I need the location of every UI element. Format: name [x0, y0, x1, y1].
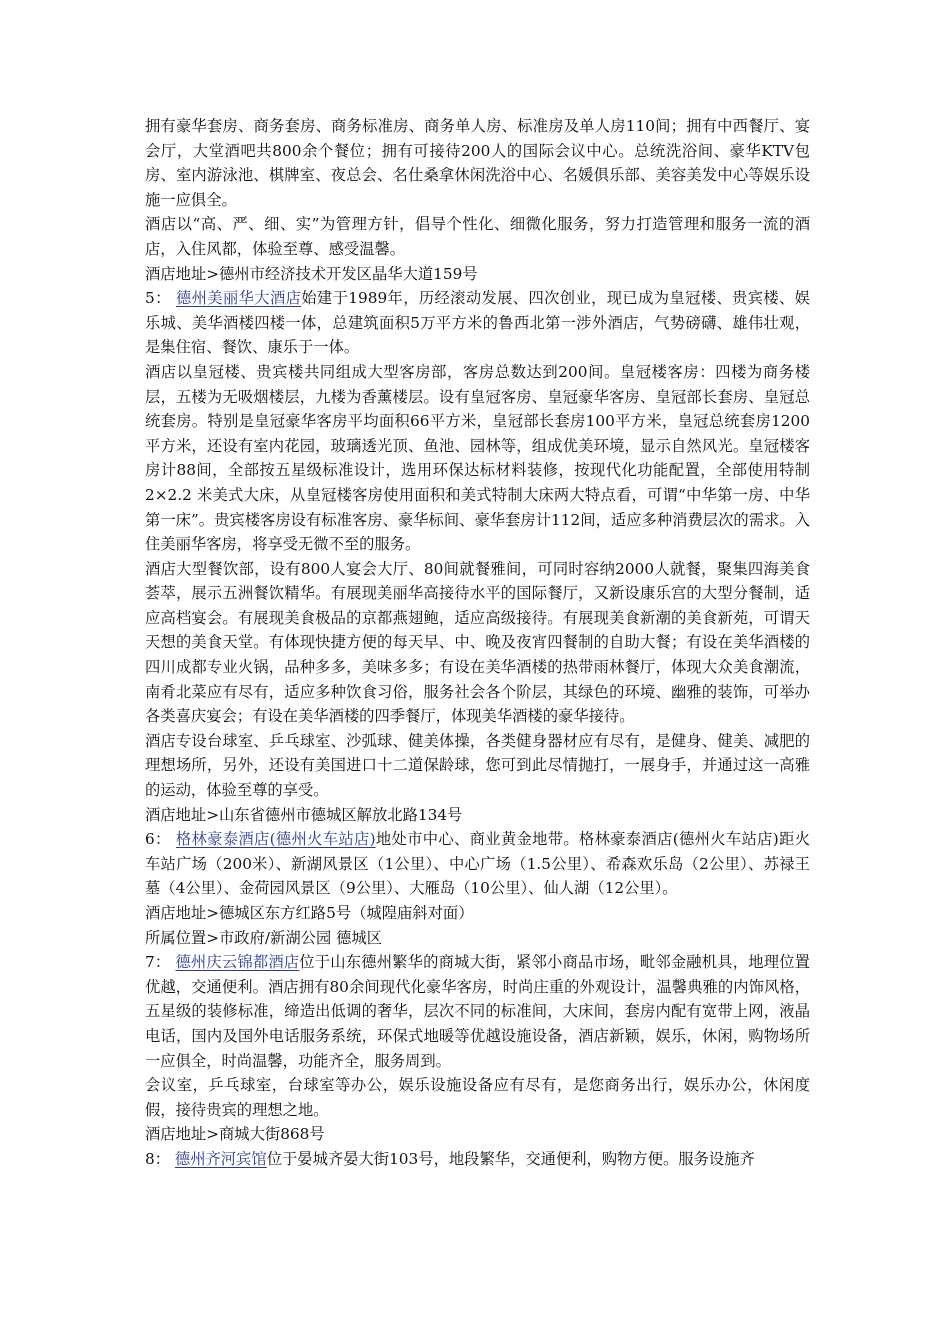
paragraph-hotel4-policy: 酒店以“高、严、细、实”为管理方针，倡导个性化、细微化服务，努力打造管理和服务一流的酒店，入住风都，体验至尊、感受温馨。: [145, 215, 810, 258]
paragraph-text: 始建于1989年，历经滚动发展、四次创业，现已成为皇冠楼、贵宾楼、娱乐城、美华酒楼四楼一体，总建筑面积5万平方米的鲁西北第一涉外酒店，气势磅礴、雄伟壮观，是集住宿、餐饮、康乐于一体。: [145, 289, 810, 357]
hotel-link-jindu[interactable]: 德州庆云锦都酒店: [175, 953, 300, 972]
document-page: [145, 114, 810, 1172]
item-number: 7：: [145, 953, 176, 972]
paragraph-hotel6-intro: [145, 827, 810, 901]
paragraph-hotel8-intro: [145, 1147, 810, 1172]
paragraph-hotel4-address: 酒店地址>德州市经济技术开发区晶华大道159号: [145, 264, 478, 283]
paragraph-hotel5-address: 酒店地址>山东省德州市德城区解放北路134号: [145, 805, 463, 824]
paragraph-hotel5-rooms: 酒店以皇冠楼、贵宾楼共同组成大型客房部，客房总数达到200间。皇冠楼客房：四楼为商务楼层，五楼为无吸烟楼层，九楼为香薰楼层。设有皇冠客房、皇冠豪华客房、皇冠部长套房、皇冠总统套房。特别是皇冠豪华客房平均面积66平方米，皇冠部长套房100平方米，皇冠总统套房1200平方米，还设有室内花园，玻璃透光顶、鱼池、园林等，组成优美环境，显示自然风光。皇冠楼客房计88间，全部按五星级标准设计，选用环保达标材料装修，按现代化功能配置，全部使用特制 2×2.2 米美式大床，从皇冠楼客房使用面积和美式特制大床两大特点看，可谓“中华第一房、中华第一床”。贵宾楼客房设有标准客房、豪华标间、豪华套房计112间，适应多种消费层次的需求。入住美丽华客房，将享受无微不至的服务。: [145, 362, 810, 554]
paragraph-hotel7-facilities: 会议室，乒乓球室，台球室等办公，娱乐设施设备应有尽有，是您商务出行，娱乐办公，休闲度假，接待贵宾的理想之地。: [145, 1076, 810, 1119]
hotel-link-greentree[interactable]: 格林豪泰酒店(德州火车站店): [175, 830, 376, 849]
paragraph-hotel7-intro: [145, 950, 810, 1073]
paragraph-hotel4-rooms: 拥有豪华套房、商务套房、商务标准房、商务单人房、标准房及单人房110间；拥有中西餐厅、宴会厅，大堂酒吧共800余个餐位；拥有可接待200人的国际会议中心。总统洗浴间、豪华KTV包房、室内游泳池、棋牌室、夜总会、名仕桑拿休闲洗浴中心、名媛俱乐部、美容美发中心等娱乐设施一应俱全。: [145, 117, 810, 209]
paragraph-hotel5-leisure: 酒店专设台球室、乒乓球室、沙弧球、健美体操，各类健身器材应有尽有，是健身、健美、减肥的理想场所，另外，还设有美国进口十二道保龄球，您可到此尽情抛打，一展身手，并通过这一高雅的运动，体验至尊的享受。: [145, 731, 810, 800]
paragraph-hotel6-location: 所属位置>市政府/新湖公园 德城区: [145, 928, 382, 947]
hotel-link-qihe[interactable]: 德州齐河宾馆: [174, 1149, 267, 1168]
paragraph-text: 位于晏城齐晏大街103号，地段繁华，交通便利，购物方便。服务设施齐: [266, 1149, 755, 1168]
paragraph-hotel5-dining: 酒店大型餐饮部，设有800人宴会大厅、80间就餐雅间，可同时容纳2000人就餐，聚集四海美食荟萃，展示五洲餐饮精华。有展现美丽华高接待水平的国际餐厅，又新设康乐宫的大型分餐制，适应高档宴会。有展现美食极品的京都燕翅鲍，适应高级接待。有展现美食新潮的美食新苑，可谓天天想的美食天堂。有体现快捷方便的每天早、中、晚及夜宵四餐制的自助大餐；有设在美华酒楼的四川成都专业火锅，品种多多，美味多多；有设在美华酒楼的热带雨林餐厅，体现大众美食潮流，南肴北菜应有尽有，适应多种饮食习俗，服务社会各个阶层，其绿色的环境、幽雅的装饰，可举办各类喜庆宴会；有设在美华酒楼的四季餐厅，体现美华酒楼的豪华接待。: [145, 559, 810, 726]
paragraph-text: 位于山东德州繁华的商城大街，紧邻小商品市场，毗邻金融机具，地理位置优越，交通便利。酒店拥有80余间现代化豪华客房，时尚庄重的外观设计，温馨典雅的内饰风格，五星级的装修标准，缔造出低调的奢华，层次不同的标准间，大床间，套房内配有宽带上网，液晶电话，国内及国外电话服务系统，环保式地暖等优越设施设备，酒店新颖，娱乐，休闲，购物场所一应俱全，时尚温馨，功能齐全，服务周到。: [145, 953, 810, 1070]
paragraph-hotel5-intro: [145, 286, 810, 360]
paragraph-hotel6-address: 酒店地址>德城区东方红路5号（城隍庙斜对面）: [145, 904, 474, 922]
paragraph-hotel7-address: 酒店地址>商城大街868号: [145, 1125, 325, 1144]
item-number: 5：: [145, 289, 176, 308]
item-number: 8：: [145, 1149, 175, 1168]
paragraph-text: 地处市中心、商业黄金地带。格林豪泰酒店(德州火车站店)距火车站广场（200米）、新湖风景区（1公里）、中心广场（1.5公里）、希森欢乐岛（2公里）、苏禄王墓（4公里）、金荷园风景区（9公里）、大雁岛（10公里）、仙人湖（12公里）。: [145, 830, 810, 898]
item-number: 6：: [145, 830, 176, 849]
hotel-link-meilihua[interactable]: 德州美丽华大酒店: [175, 289, 302, 308]
